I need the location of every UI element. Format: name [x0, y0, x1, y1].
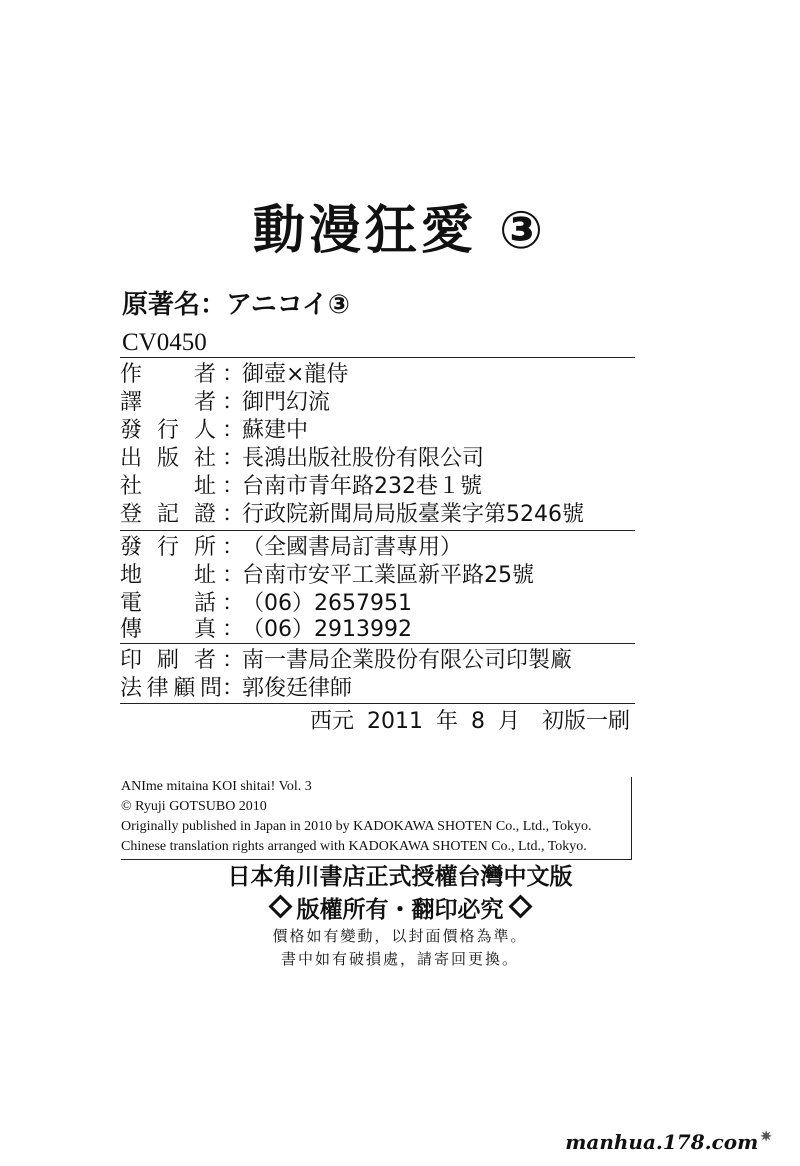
copyright-box	[121, 777, 632, 860]
book-title: 動漫狂愛 ③	[252, 201, 548, 261]
divider	[120, 530, 635, 531]
edition-date: 西元 2011 年 8 月 初版一刷	[310, 709, 630, 734]
credit-value: （全國書局訂書專用）	[242, 535, 463, 560]
credit-value: 郭俊廷律師	[242, 676, 353, 701]
credit-label: 印 刷 者	[120, 648, 216, 673]
credit-label: 地 址	[120, 563, 216, 588]
credit-label: 作 者	[120, 362, 216, 387]
divider	[120, 357, 635, 358]
colon: ：	[222, 418, 245, 443]
authorization-notice: 日本角川書店正式授權台灣中文版	[227, 864, 573, 890]
credit-label: 發 行 所	[120, 535, 216, 560]
credit-value: 御壺×龍侍	[242, 362, 349, 387]
colon: ：	[222, 617, 245, 642]
colon: ：	[222, 362, 245, 387]
credit-value: 台南市青年路232巷１號	[242, 474, 482, 499]
colon: ：	[222, 474, 245, 499]
divider	[120, 703, 635, 704]
colon: ：	[222, 446, 245, 471]
credit-label: 發 行 人	[120, 418, 216, 443]
colon: ：	[222, 563, 245, 588]
copyright-line: © Ryuji GOTSUBO 2010	[121, 799, 267, 814]
rights-notice: 版權所有・翻印必究	[296, 897, 504, 923]
diamond-icon	[268, 894, 292, 918]
credit-value: 御門幻流	[242, 390, 331, 415]
credit-value: 行政院新聞局局版臺業字第5246號	[242, 502, 584, 527]
colon: ：	[222, 390, 245, 415]
credit-label: 法 律 顧 問	[120, 676, 222, 701]
credit-value: 蘇建中	[242, 418, 309, 443]
catalog-code: CV0450	[122, 329, 207, 356]
copyright-line: ANIme mitaina KOI shitai! Vol. 3	[121, 779, 312, 794]
colon: ：	[222, 676, 245, 701]
colon: ：	[222, 502, 245, 527]
rights-notice-line	[0, 895, 800, 925]
credit-value: 南一書局企業股份有限公司印製廠	[242, 648, 573, 673]
watermark	[565, 1130, 772, 1154]
divider	[120, 643, 635, 644]
copyright-line: Originally published in Japan in 2010 by KADOKAWA SHOTEN Co., Ltd., Tokyo.	[121, 819, 592, 834]
damage-note: 書中如有破損處，請寄回更換。	[280, 950, 519, 968]
credit-label: 出 版 社	[120, 446, 216, 471]
credit-label: 登 記 證	[120, 502, 216, 527]
original-title: 原著名：アニコイ③	[122, 290, 350, 320]
credit-value: 台南市安平工業區新平路25號	[242, 563, 534, 588]
credit-label: 社 址	[120, 474, 216, 499]
price-note: 價格如有變動，以封面價格為準。	[272, 927, 528, 945]
colon: ：	[222, 535, 245, 560]
credit-label: 譯 者	[120, 390, 216, 415]
credit-value: （06）2657951	[242, 591, 412, 616]
watermark-text: manhua.178.com	[565, 1130, 759, 1154]
colon: ：	[222, 591, 245, 616]
credit-label: 傳 真	[120, 617, 216, 642]
star-icon: ✷	[760, 1129, 772, 1145]
copyright-line: Chinese translation rights arranged with KADOKAWA SHOTEN Co., Ltd., Tokyo.	[121, 839, 587, 854]
credit-value: 長鴻出版社股份有限公司	[242, 446, 485, 471]
credit-label: 電 話	[120, 591, 216, 616]
colon: ：	[222, 648, 245, 673]
credit-value: （06）2913992	[242, 617, 412, 642]
diamond-icon	[508, 894, 532, 918]
